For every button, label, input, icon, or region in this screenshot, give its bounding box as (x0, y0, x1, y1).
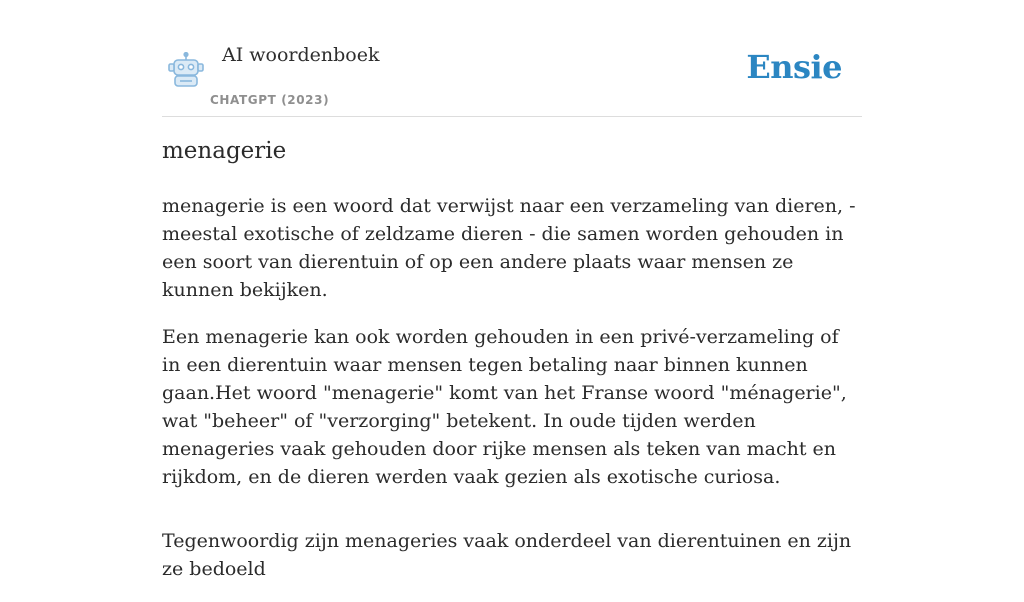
brand-logo[interactable]: Ensie (746, 48, 842, 86)
robot-icon (166, 52, 206, 88)
entry-paragraph: Tegenwoordig zijn menageries vaak onderdeel van dierentuinen en zijn ze bedoeld (162, 530, 852, 580)
entry-content (162, 192, 862, 602)
entry-paragraph: menagerie is een woord dat verwijst naar een verzameling van dieren, - meestal exotische of zeldzame dieren - die samen worden gehouden in een soort van dierentuin of op een andere plaats waar mensen ze kunnen bekijken. (162, 195, 856, 301)
entry-term: menagerie (162, 138, 287, 164)
header (162, 0, 862, 117)
page (162, 0, 862, 580)
source-title[interactable]: AI woordenboek (222, 44, 380, 66)
source-subtitle: CHATGPT (2023) (210, 93, 330, 107)
entry-paragraph: Een menagerie kan ook worden gehouden in een privé-verzameling of in een dierentuin waar mensen tegen betaling naar binnen kunnen gaan.Het woord "menagerie" komt van het Franse woord "ménagerie", wat "beheer" of "verzorging" betekent. In oude tijden werden menageries vaak gehouden door rijke mensen als teken van macht en rijkdom, en de dieren werden vaak gezien als exotische curiosa. (162, 326, 847, 488)
